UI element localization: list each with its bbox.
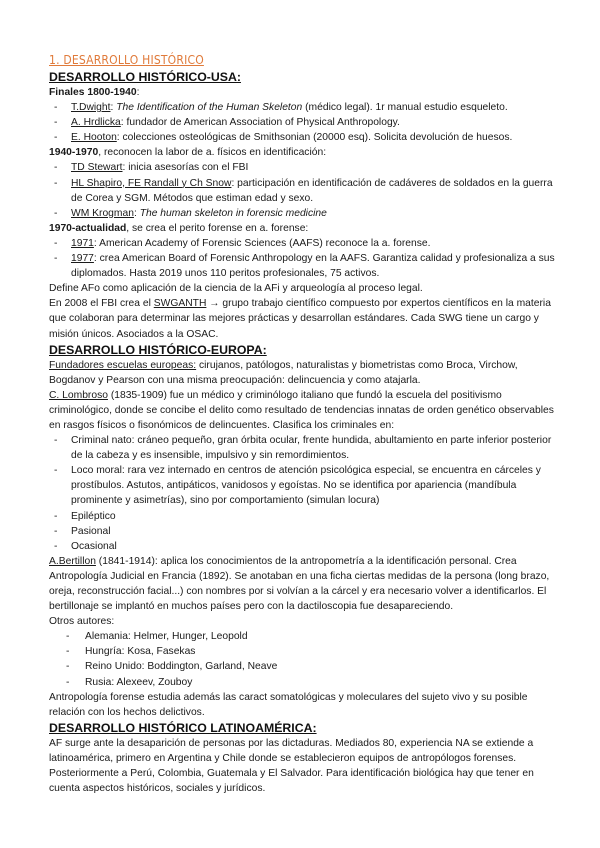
author-name: A. Hrdlicka	[71, 117, 121, 129]
heading-usa: DESARROLLO HISTÓRICO-USA:	[49, 70, 241, 84]
period-1940	[49, 145, 563, 160]
author-name: E. Hooton	[71, 132, 117, 144]
list-item: - Criminal nato: cráneo pequeño, gran órbita ocular, frente hundida, abultamiento en parte inferior posterior de la cabeza y es insensible, impulsivo y sin remordimientos.	[49, 433, 563, 463]
list-item	[49, 115, 563, 130]
bertillon-text: (1841-1914): aplica los conocimientos de la antropometría a la identificación personal. Crea Antropología Judicial en Francia (1892). Se anotaban en una ficha ciertas medidas de la persona (long brazo, oreja, reconstrucción facial...) con nombres por si volvían a la cárcel y era necesario volver a identificarlos. El bertillonaje se implantó en muchos países pero con la dactiloscopia fue desapareciendo.	[49, 555, 550, 613]
author-desc: : participación en identificación de cadáveres de soldados en la guerra de Corea y SGM. Métodos que estiman edad y sexo.	[71, 177, 553, 204]
list-1800	[49, 100, 563, 145]
list-item	[49, 130, 563, 145]
author-desc: : colecciones osteológicas de Smithsonian (20000 esq). Solicita devolución de huesos.	[116, 132, 513, 144]
list-item	[49, 251, 563, 281]
year: 1971	[71, 237, 94, 249]
list-1940	[49, 160, 563, 220]
year-desc: : American Academy of Forensic Sciences (AAFS) reconoce la a. forense.	[93, 237, 431, 249]
book-title: The Identification of the Human Skeleton	[116, 102, 303, 114]
list-item	[49, 160, 563, 175]
author-name: HL Shapiro, FE Randall y Ch Snow	[71, 177, 232, 189]
author-name: TD Stewart	[71, 162, 123, 174]
document-page	[49, 52, 563, 796]
period-1940-text: , reconocen la labor de a. físicos en identificación:	[98, 147, 327, 159]
list-item: - Epiléptico	[49, 509, 563, 524]
period-1970	[49, 221, 563, 236]
list-item	[49, 176, 563, 206]
author-desc: (médico legal). 1r manual estudio esqueleto.	[302, 102, 508, 114]
heading-europa: DESARROLLO HISTÓRICO-EUROPA:	[49, 342, 267, 357]
author-name: T.Dwight	[71, 102, 111, 114]
author-desc: : fundador de American Association of Physical Anthropology.	[120, 117, 400, 129]
period-1940-label: 1940-1970	[49, 147, 99, 159]
list-item: - Alemania: Helmer, Hunger, Leopold	[49, 629, 563, 644]
criminal-types-list	[49, 433, 563, 554]
period-1800-label: Finales 1800-1940	[49, 87, 137, 98]
fbi-text-a: En 2008 el FBI crea el	[49, 298, 154, 310]
list-item: - Pasional	[49, 524, 563, 539]
author-sep: :	[133, 207, 140, 219]
author-sep: :	[110, 102, 117, 114]
lombroso-text: (1835-1909) fue un médico y criminólogo italiano que fundó la escuela del positivismo criminológico, donde se concibe el delito como resultado de tendencias innatas de orden genético observables en rasgos físicos o fisonómicos de delincuentes. Clasifica los criminales en:	[49, 389, 554, 431]
list-item: - Reino Unido: Boddington, Garland, Neave	[49, 659, 563, 674]
book-title: The human skeleton in forensic medicine	[139, 207, 327, 219]
antropologia-paragraph: Antropología forense estudia además las caract somatológicas y moleculares del sujeto vivo y su posible relación con los hechos delictivos.	[49, 691, 528, 718]
list-1970	[49, 236, 563, 281]
fbi-paragraph	[49, 296, 563, 341]
heading-latam: DESARROLLO HISTÓRICO LATINOAMÉRICA:	[49, 720, 317, 735]
period-1970-text: , se crea el perito forense en a. forense:	[126, 222, 309, 234]
authors-list	[49, 629, 563, 689]
latam-paragraph: AF surge ante la desaparición de personas por las dictaduras. Mediados 80, experiencia NA se extiende a latinoamérica, primero en Argentina y Chile donde se establecieron equipos de antropólogos forenses. Posteriormente a Perú, Colombia, Guatemala y El Salvador. Para identificación biológica hay que tener en cuenta aspectos históricos, sociales y jurídicos.	[49, 737, 534, 795]
list-item	[49, 206, 563, 221]
lombroso-paragraph	[49, 388, 563, 433]
fundadores-paragraph	[49, 358, 563, 388]
swganth-term: SWGANTH	[153, 298, 207, 310]
fundadores-text: cirujanos, patólogos, naturalistas y biometristas como Broca, Virchow, Bogdanov y Pearson con una misma preocupación: delincuencia y como atajarla.	[49, 359, 518, 386]
bertillon-paragraph	[49, 554, 563, 614]
list-item	[49, 100, 563, 115]
list-item: - Ocasional	[49, 539, 563, 554]
bertillon-name: A.Bertillon	[49, 555, 96, 567]
period-1800	[49, 85, 563, 100]
list-item	[49, 236, 563, 251]
lombroso-name: C. Lombroso	[49, 389, 108, 401]
period-1800-colon: :	[136, 87, 140, 98]
list-item: - Rusia: Alexeev, Zouboy	[49, 675, 563, 690]
fbi-text-b: → grupo trabajo científico compuesto por expertos científicos en la materia que colaboran para determinar las mejores prácticas y desarrollan estándares. Cada SWG tiene un cargo y misión únicos. Asociados a la OSAC.	[49, 298, 551, 340]
define-paragraph: Define AFo como aplicación de la ciencia de la AFi y arqueología al proceso legal.	[49, 283, 423, 295]
section-title: 1. DESARROLLO HISTÓRICO	[49, 53, 204, 67]
period-1970-label: 1970-actualidad	[49, 222, 127, 234]
otros-autores-label: Otros autores:	[49, 616, 115, 628]
year-desc: : crea American Board of Forensic Anthropology en la AAFS. Garantiza calidad y profesionaliza a sus diplomados. Hasta 2019 unos 110 peritos profesionales, 75 activos.	[71, 253, 555, 280]
list-item: - Loco moral: rara vez internado en centros de atención psicológica especial, se encuentra en cárceles y prostíbulos. Astutos, antipáticos, vanidosos y egoístas. No se identifica por apariencia (mandíbula prominente y asimetrías), sino por comportamiento (simulan locura)	[49, 463, 563, 508]
list-item: - Hungría: Kosa, Fasekas	[49, 644, 563, 659]
fundadores-label: Fundadores escuelas europeas:	[49, 359, 197, 371]
author-desc: : inicia asesorías con el FBI	[122, 162, 249, 174]
year: 1977	[71, 253, 94, 265]
author-name: WM Krogman	[71, 207, 134, 219]
